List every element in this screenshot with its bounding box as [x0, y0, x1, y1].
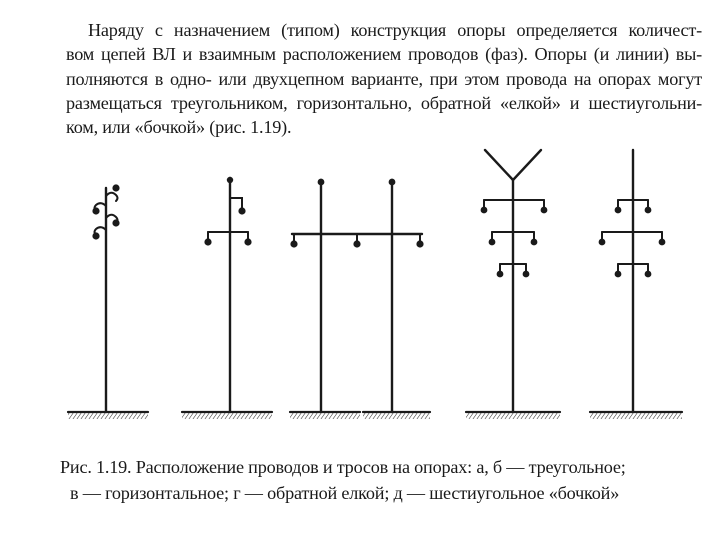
caption-line-1: Рис. 1.19. Расположение проводов и тросов на опорах: а, б — треугольное;	[60, 457, 626, 477]
paragraph-line: размещаться треугольником, горизонтально, обратной «елкой» и шестиугольни-	[66, 92, 702, 113]
paragraph-line: вом цепей ВЛ и взаимным расположением проводов (фаз). Опоры (и линии) вы-	[66, 44, 702, 65]
paragraph-line: полняются в одно- или двухцепном варианте, при этом провода на опорах могут	[66, 68, 702, 89]
paragraph-line: ком, или «бочкой» (рис. 1.19).	[66, 117, 292, 138]
pole-a	[68, 185, 148, 419]
paragraph-line: Наряду с назначением (типом) конструкция опоры определяется количест-	[88, 20, 702, 40]
caption-line-2: в — горизонтальное; г — обратной елкой; д — шестиугольное «бочкой»	[70, 483, 620, 503]
figure-poles	[60, 140, 700, 430]
figure-caption	[60, 454, 678, 506]
pole-c	[290, 180, 430, 419]
pole-d	[590, 150, 682, 419]
body-paragraph	[66, 18, 702, 139]
pole-g	[466, 150, 560, 419]
pole-b	[182, 178, 272, 419]
